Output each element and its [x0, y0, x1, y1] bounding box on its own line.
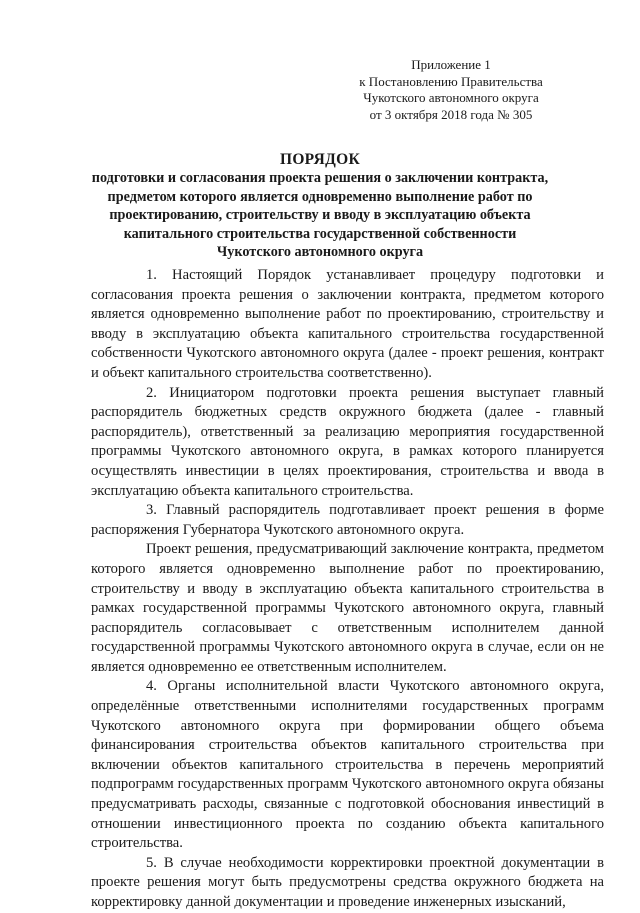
paragraph-1: 1. Настоящий Порядок устанавливает процедуру подготовки и согласования проекта решения о заключении контракта, предметом которого является одновременно выполнение работ по проектированию, строительству и вводу в эксплуатацию объекта капитального строительства государственной собственности Чукотского автономного округа (далее - проект решения, контракт и объект капитального строительства соответственно).: [91, 267, 604, 381]
appendix-line-1: Приложение 1: [411, 57, 491, 72]
title-main: ПОРЯДОК: [279, 151, 361, 168]
title-line-2: предметом которого является одновременно выполнение работ по: [107, 188, 533, 205]
appendix-header: [330, 57, 572, 123]
title-line-1: подготовки и согласования проекта решения о заключении контракта,: [91, 170, 549, 186]
title-line-5: Чукотского автономного округа: [216, 244, 424, 261]
document-title: [88, 151, 552, 262]
paragraph-2: 2. Инициатором подготовки проекта решения выступает главный распорядитель бюджетных средств окружного бюджета (далее - главный распорядитель), ответственный за реализацию мероприятия государственной программы Чукотского автономного округа, в рамках которого планируется осуществлять инвестиции в целях проектирования, строительства и ввода в эксплуатацию объекта капитального строительства.: [91, 384, 604, 499]
appendix-line-3: Чукотского автономного округа: [363, 90, 539, 105]
title-line-3: проектированию, строительству и вводу в эксплуатацию объекта: [109, 207, 531, 224]
title-subtitle: [88, 169, 552, 262]
document-body: [91, 266, 604, 913]
paragraph-4: 4. Органы исполнительной власти Чукотского автономного округа, определённые ответственными исполнителями государственных программ Чукотского автономного округа при формировании общего объема финансирования строительства объектов капитального строительства при включении объектов капитального строительства в перечень мероприятий подпрограмм государственных программ Чукотского автономного округа обязаны предусматривать расходы, связанные с подготовкой обоснования инвестиций в отношении инвестиционного проекта по созданию объекта капитального строительства.: [91, 678, 604, 852]
appendix-line-2: к Постановлению Правительства: [359, 73, 543, 89]
title-line-4: капитального строительства государственной собственности: [123, 225, 517, 242]
appendix-line-4: от 3 октября 2018 года № 305: [369, 106, 533, 122]
paragraph-5: 5. В случае необходимости корректировки проектной документации в проекте решения могут быть предусмотрены средства окружного бюджета на корректировку данной документации и проведение инженерных изысканий,: [91, 854, 604, 910]
paragraph-3: 3. Главный распорядитель подготавливает проект решения в форме распоряжения Губернатора Чукотского автономного округа.: [91, 502, 604, 538]
paragraph-3-continued: Проект решения, предусматривающий заключение контракта, предметом которого является одновременно выполнение работ по проектированию, строительству и вводу в эксплуатацию объекта капитального строительства в рамках государственной программы Чукотского автономного округа, главный распорядитель согласовывает с ответственным исполнителем данной государственной программы Чукотского автономного округа в случае, если он не является одновременно ее ответственным исполнителем.: [91, 541, 604, 675]
